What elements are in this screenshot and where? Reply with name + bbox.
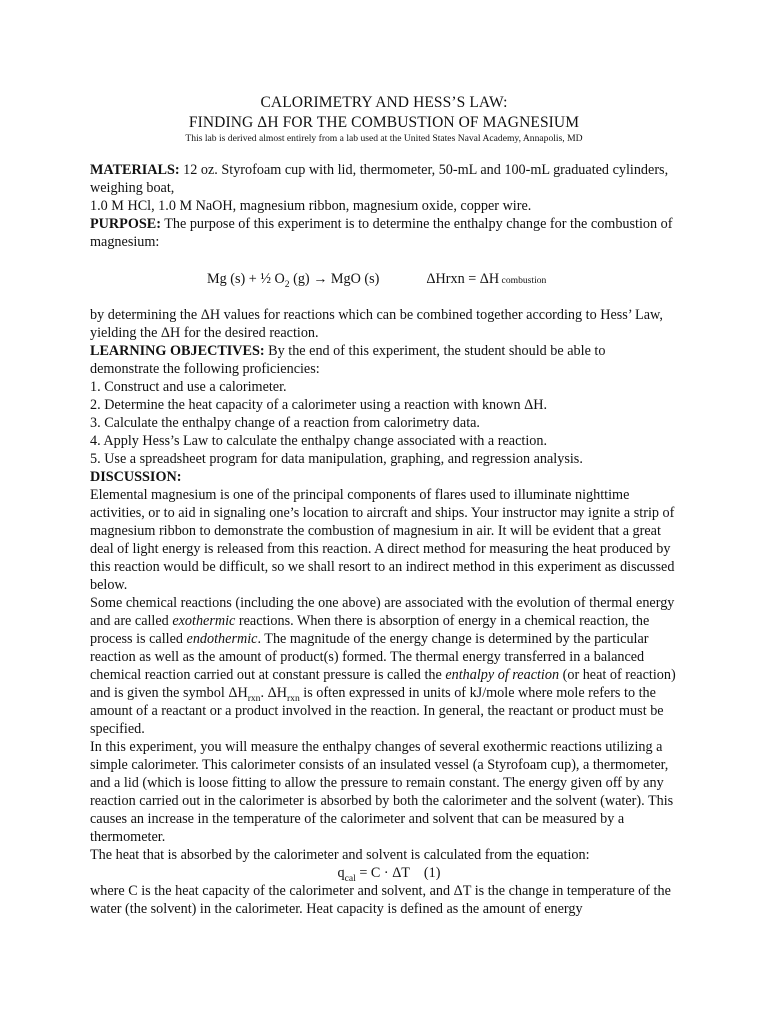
document-page — [90, 93, 678, 918]
p2-text-e: . ΔH — [260, 685, 287, 701]
reaction-dh-text: ΔHrxn = ΔH — [426, 271, 500, 287]
materials-paragraph — [90, 161, 678, 197]
equation-1 — [90, 864, 678, 882]
eq-subscript: cal — [344, 872, 356, 884]
discussion-paragraph-1: Elemental magnesium is one of the principal components of flares used to illuminate nighttime activities, or to aid in signaling one’s location to aircraft and ships. Your instructor may ignite a strip of magnesium ribbon to demonstrate the combustion of magnesium in air. It will be evident that a great deal of light energy is released from this reaction. A direct method for measuring the heat produced by this reaction would be difficult, so we shall resort to an indirect method in this experiment as discussed below. — [90, 487, 675, 593]
materials-text-2: 1.0 M HCl, 1.0 M NaOH, magnesium ribbon, magnesium oxide, copper wire. — [90, 198, 532, 214]
discussion-paragraph-5: where C is the heat capacity of the calorimeter and solvent, and ΔT is the change in temperature of the water (the solvent) in the calorimeter. Heat capacity is defined as the amount of energy — [90, 883, 671, 917]
discussion-label: DISCUSSION: — [90, 469, 182, 485]
reaction-dh-subscript: combustion — [499, 275, 547, 286]
objective-item: 5. Use a spreadsheet program for data manipulation, graphing, and regression analysis. — [90, 451, 583, 467]
materials-text-1: 12 oz. Styrofoam cup with lid, thermometer, 50-mL and 100-mL graduated cylinders, weighing boat, — [90, 162, 669, 196]
materials-label: MATERIALS: — [90, 162, 180, 178]
p2-text-b: reactions. When there is absorption of energy in a chemical reaction, the process is called — [90, 613, 650, 647]
objective-item: 1. Construct and use a calorimeter. — [90, 379, 287, 395]
discussion-heading — [90, 468, 678, 486]
title-line-1: CALORIMETRY AND HESS’S LAW: — [260, 94, 508, 111]
reaction-part-2: (g) → MgO (s) — [289, 271, 380, 287]
p2-subscript-2: rxn — [286, 692, 300, 704]
objective-item: 3. Calculate the enthalpy change of a reaction from calorimetry data. — [90, 415, 480, 431]
reaction-equation — [90, 270, 678, 290]
discussion-paragraph-2 — [90, 594, 678, 738]
purpose-label: PURPOSE: — [90, 216, 161, 232]
eq-q: q — [337, 865, 345, 881]
p2-subscript-1: rxn — [247, 692, 261, 704]
purpose-paragraph — [90, 215, 678, 251]
eq-rest: = C · ΔT (1) — [355, 865, 441, 881]
p2-text-c: . The magnitude of the energy change is determined by the particular reaction as well as the amount of product(s) formed. The thermal energy transferred in a balanced chemical reaction carried out at constant pressure is called the — [90, 631, 649, 683]
source-note: This lab is derived almost entirely from a lab used at the United States Naval Academy, Annapolis, MD — [185, 133, 583, 144]
reaction-o2-subscript: 2 — [284, 278, 290, 290]
discussion-paragraph-4: The heat that is absorbed by the calorimeter and solvent is calculated from the equation: — [90, 847, 590, 863]
objectives-paragraph — [90, 342, 678, 378]
objective-item: 4. Apply Hess’s Law to calculate the enthalpy change associated with a reaction. — [90, 433, 547, 449]
p2-text-a: Some chemical reactions (including the one above) are associated with the evolution of thermal energy and are called — [90, 595, 675, 629]
objective-item: 2. Determine the heat capacity of a calorimeter using a reaction with known ΔH. — [90, 397, 548, 413]
hess-paragraph: by determining the ΔH values for reactions which can be combined together according to Hess’ Law, yielding the ΔH for the desired reaction. — [90, 307, 663, 341]
objectives-label: LEARNING OBJECTIVES: — [90, 343, 265, 359]
objectives-intro: By the end of this experiment, the student should be able to demonstrate the following proficiencies: — [90, 343, 606, 377]
reaction-enthalpy — [426, 270, 546, 290]
discussion-paragraph-3: In this experiment, you will measure the enthalpy changes of several exothermic reactions utilizing a simple calorimeter. This calorimeter consists of an insulated vessel (a Styrofoam cup), a thermometer, and a lid (which is loose fitting to allow the pressure to remain constant. The energy given off by any reaction carried out in the calorimeter is absorbed by both the calorimeter and the solvent (water). This causes an increase in the temperature of the calorimeter and solvent that can be measured by a thermometer. — [90, 739, 674, 845]
p2-text-d: (or heat of reaction) and is given the symbol ΔH — [90, 667, 676, 701]
reaction-part-1: Mg (s) + ½ O — [207, 271, 285, 287]
title-line-2: FINDING ΔH FOR THE COMBUSTION OF MAGNESIUM — [188, 114, 580, 131]
purpose-text: The purpose of this experiment is to determine the enthalpy change for the combustion of magnesium: — [90, 216, 673, 250]
p2-exothermic: exothermic — [172, 613, 236, 629]
p2-endothermic: endothermic — [186, 631, 258, 647]
p2-enthalpy: enthalpy of reaction — [445, 667, 560, 683]
p2-text-f: is often expressed in units of kJ/mole where mole refers to the amount of a reactant or a product involved in the reaction. In general, the reactant or product must be specified. — [90, 685, 664, 737]
reaction-formula — [207, 270, 379, 290]
